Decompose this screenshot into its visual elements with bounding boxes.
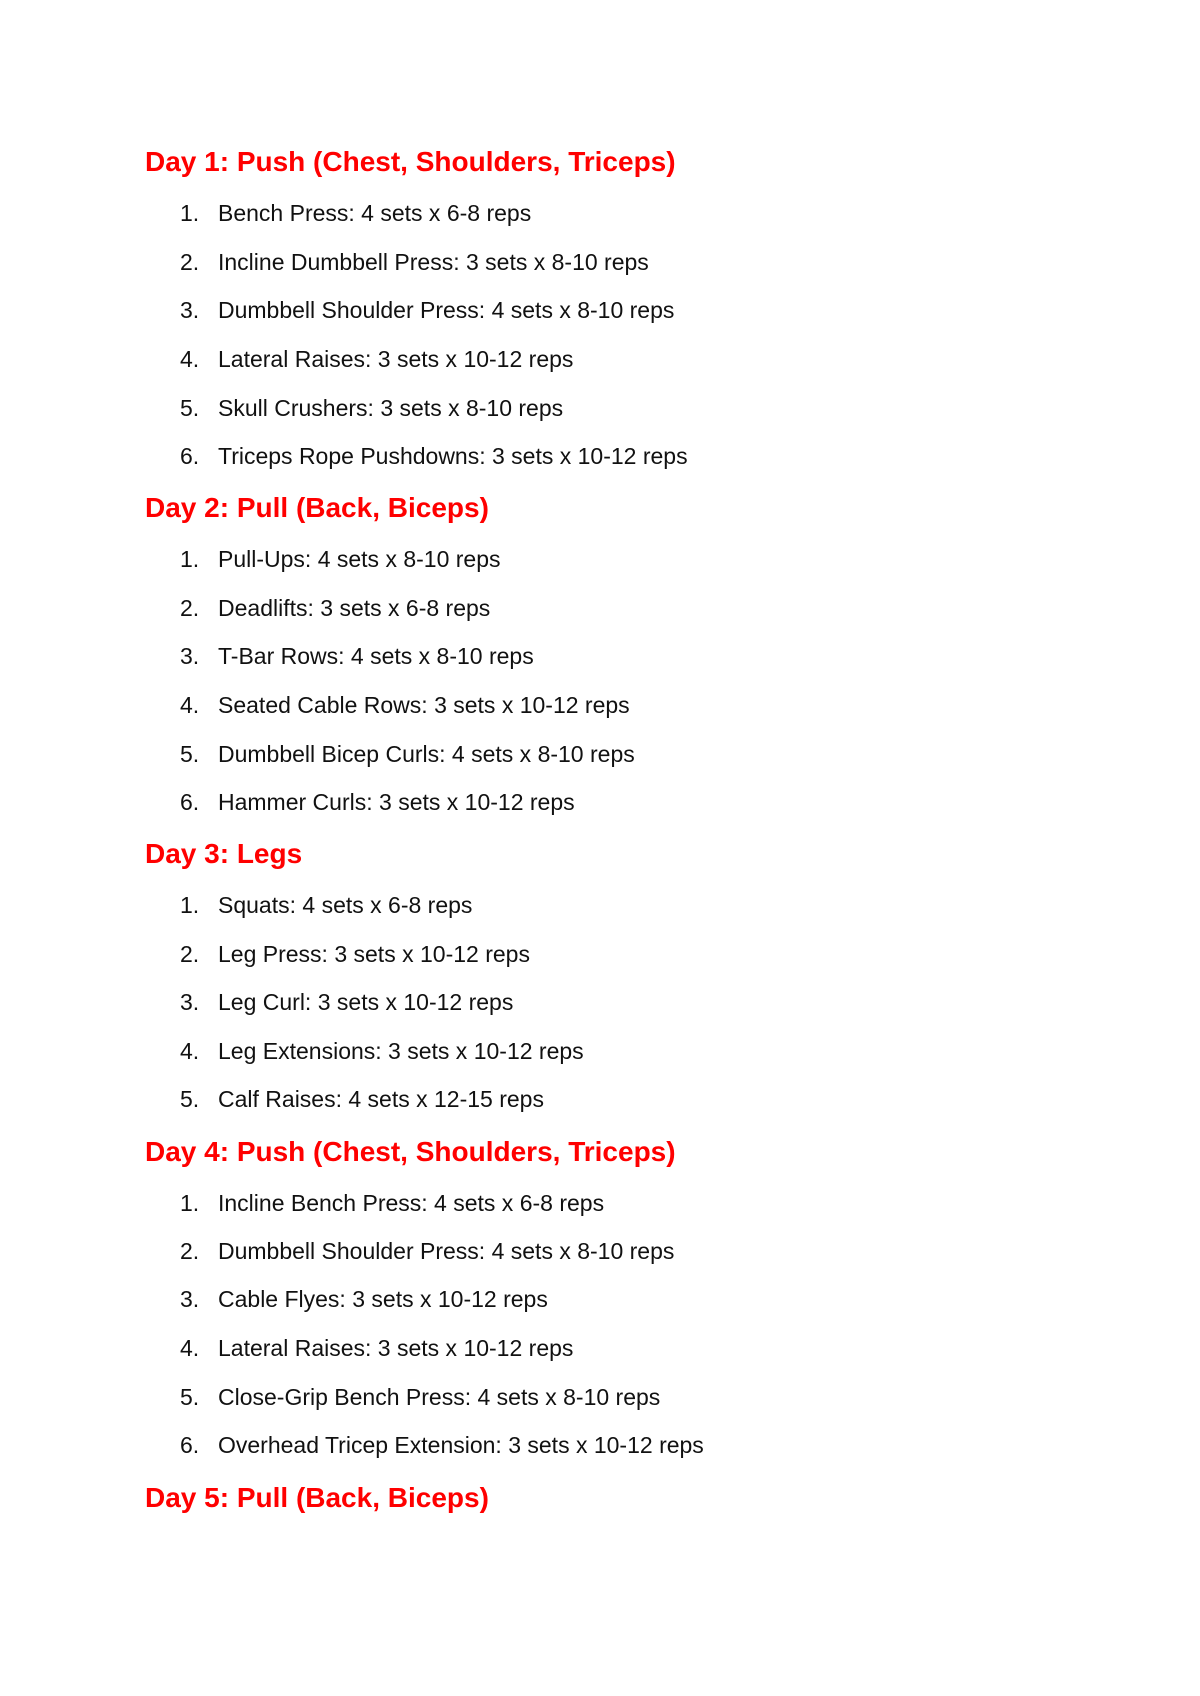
- list-item: 6. Overhead Tricep Extension: 3 sets x 10-12 reps: [180, 1432, 704, 1458]
- list-item: 1. Squats: 4 sets x 6-8 reps: [180, 892, 473, 918]
- day-2-heading: Day 2: Pull (Back, Biceps): [145, 492, 489, 523]
- day-1-heading: Day 1: Push (Chest, Shoulders, Triceps): [145, 146, 676, 177]
- list-item: 4. Leg Extensions: 3 sets x 10-12 reps: [180, 1038, 584, 1064]
- list-item: 5. Calf Raises: 4 sets x 12-15 reps: [180, 1086, 544, 1112]
- list-item: 3. Leg Curl: 3 sets x 10-12 reps: [180, 989, 514, 1015]
- list-item: 1. Incline Bench Press: 4 sets x 6-8 reps: [180, 1190, 605, 1216]
- list-item: 6. Hammer Curls: 3 sets x 10-12 reps: [180, 789, 575, 815]
- list-item: 5. Close-Grip Bench Press: 4 sets x 8-10 reps: [180, 1384, 661, 1410]
- day-5-heading: Day 5: Pull (Back, Biceps): [145, 1482, 489, 1513]
- list-item: 4. Seated Cable Rows: 3 sets x 10-12 reps: [180, 692, 630, 718]
- list-item: 3. Cable Flyes: 3 sets x 10-12 reps: [180, 1286, 548, 1312]
- list-item: 1. Pull-Ups: 4 sets x 8-10 reps: [180, 546, 501, 572]
- list-item: 4. Lateral Raises: 3 sets x 10-12 reps: [180, 1335, 574, 1361]
- list-item: 3. Dumbbell Shoulder Press: 4 sets x 8-10 reps: [180, 297, 675, 323]
- list-item: 6. Triceps Rope Pushdowns: 3 sets x 10-12 reps: [180, 443, 688, 469]
- list-item: 4. Lateral Raises: 3 sets x 10-12 reps: [180, 346, 574, 372]
- list-item: 1. Bench Press: 4 sets x 6-8 reps: [180, 200, 532, 226]
- list-item: 2. Leg Press: 3 sets x 10-12 reps: [180, 941, 530, 967]
- day-4-heading: Day 4: Push (Chest, Shoulders, Triceps): [145, 1136, 676, 1167]
- list-item: 3. T-Bar Rows: 4 sets x 8-10 reps: [180, 643, 534, 669]
- list-item: 5. Dumbbell Bicep Curls: 4 sets x 8-10 reps: [180, 741, 635, 767]
- list-item: 2. Dumbbell Shoulder Press: 4 sets x 8-10 reps: [180, 1238, 675, 1264]
- list-item: 2. Incline Dumbbell Press: 3 sets x 8-10 reps: [180, 249, 649, 275]
- list-item: 5. Skull Crushers: 3 sets x 8-10 reps: [180, 395, 564, 421]
- list-item: 2. Deadlifts: 3 sets x 6-8 reps: [180, 595, 491, 621]
- day-3-heading: Day 3: Legs: [145, 838, 303, 869]
